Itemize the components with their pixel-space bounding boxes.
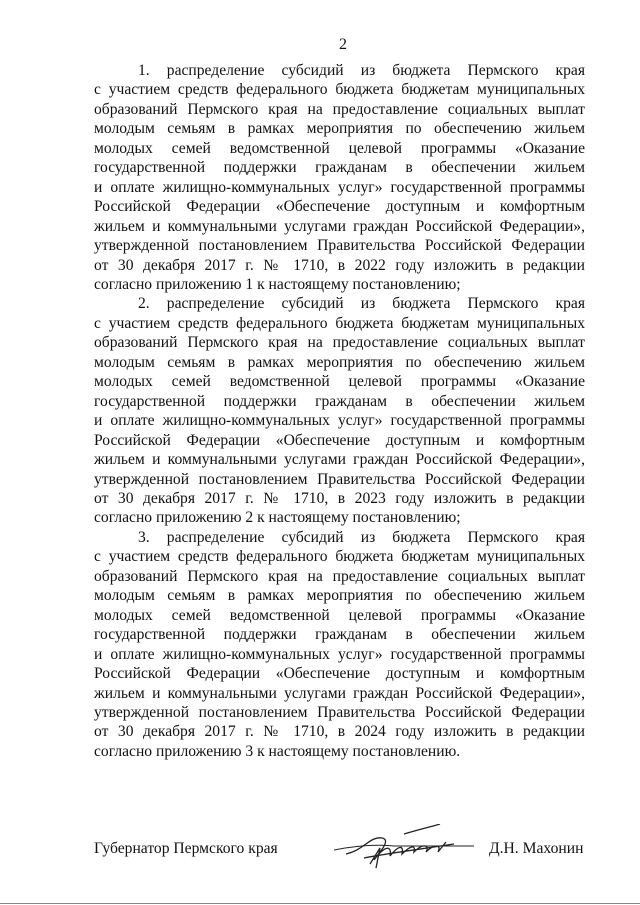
text-line: государственной поддержки гражданам в обеспечении жильем (94, 159, 585, 177)
paragraph-2 (94, 294, 585, 527)
text-line: молодым семьям в рамках мероприятия по обеспечению жильем (94, 120, 585, 138)
paragraph-1 (94, 61, 585, 294)
signatory-title: Губернатор Пермского края (94, 840, 278, 857)
text-line: от 30 декабря 2017 г. № 1710, в 2024 году изложить в редакции (94, 723, 585, 741)
page-bottom-edge (0, 903, 640, 904)
text-line: молодых семей ведомственной целевой программы «Оказание (94, 373, 585, 391)
text-line: Российской Федерации «Обеспечение доступным и комфортным (94, 431, 585, 449)
text-line: с участием средств федерального бюджета бюджетам муниципальных (94, 548, 585, 566)
text-line: согласно приложению 2 к настоящему постановлению; (94, 509, 461, 527)
text-line: молодым семьям в рамках мероприятия по обеспечению жильем (94, 587, 585, 605)
text-line: Российской Федерации «Обеспечение доступным и комфортным (94, 665, 585, 683)
text-line: утвержденной постановлением Правительства Российской Федерации (94, 470, 585, 488)
signatory-name: Д.Н. Махонин (489, 840, 584, 857)
text-line: государственной поддержки гражданам в обеспечении жильем (94, 392, 585, 410)
text-line: молодым семьям в рамках мероприятия по обеспечению жильем (94, 353, 585, 371)
text-line: жильем и коммунальными услугами граждан Российской Федерации», (94, 451, 585, 469)
text-line: 1. распределение субсидий из бюджета Пермского края (138, 62, 585, 79)
text-line: и оплате жилищно-коммунальных услуг» государственной программы (94, 645, 585, 663)
text-line: и оплате жилищно-коммунальных услуг» государственной программы (94, 412, 585, 430)
text-line: жильем и коммунальными услугами граждан Российской Федерации», (94, 217, 585, 235)
text-line: утвержденной постановлением Правительства Российской Федерации (94, 703, 585, 721)
text-line: от 30 декабря 2017 г. № 1710, в 2022 году изложить в редакции (94, 256, 585, 274)
text-line: молодых семей ведомственной целевой программы «Оказание (94, 606, 585, 624)
text-line: образований Пермского края на предоставление социальных выплат (94, 334, 585, 352)
text-line: с участием средств федерального бюджета бюджетам муниципальных (94, 81, 585, 99)
text-line: образований Пермского края на предоставление социальных выплат (94, 567, 585, 585)
text-line: согласно приложению 1 к настоящему постановлению; (94, 275, 461, 293)
document-body (94, 61, 585, 761)
text-line: государственной поддержки гражданам в обеспечении жильем (94, 626, 585, 644)
page-number: 2 (339, 36, 347, 53)
text-line: согласно приложению 3 к настоящему постановлению. (94, 742, 461, 760)
paragraph-3 (94, 528, 585, 761)
text-line: с участием средств федерального бюджета бюджетам муниципальных (94, 314, 585, 332)
text-line: молодых семей ведомственной целевой программы «Оказание (94, 139, 585, 157)
text-line: Российской Федерации «Обеспечение доступным и комфортным (94, 198, 585, 216)
text-line: 2. распределение субсидий из бюджета Пермского края (138, 295, 585, 313)
signature-block (94, 840, 585, 864)
text-line: жильем и коммунальными услугами граждан Российской Федерации», (94, 684, 585, 702)
text-line: и оплате жилищно-коммунальных услуг» государственной программы (94, 178, 585, 196)
text-line: 3. распределение субсидий из бюджета Пермского края (138, 528, 585, 546)
text-line: образований Пермского края на предоставление социальных выплат (94, 100, 585, 118)
handwritten-signature-icon (334, 824, 484, 872)
text-line: утвержденной постановлением Правительства Российской Федерации (94, 237, 585, 255)
text-line: от 30 декабря 2017 г. № 1710, в 2023 году изложить в редакции (94, 489, 585, 507)
